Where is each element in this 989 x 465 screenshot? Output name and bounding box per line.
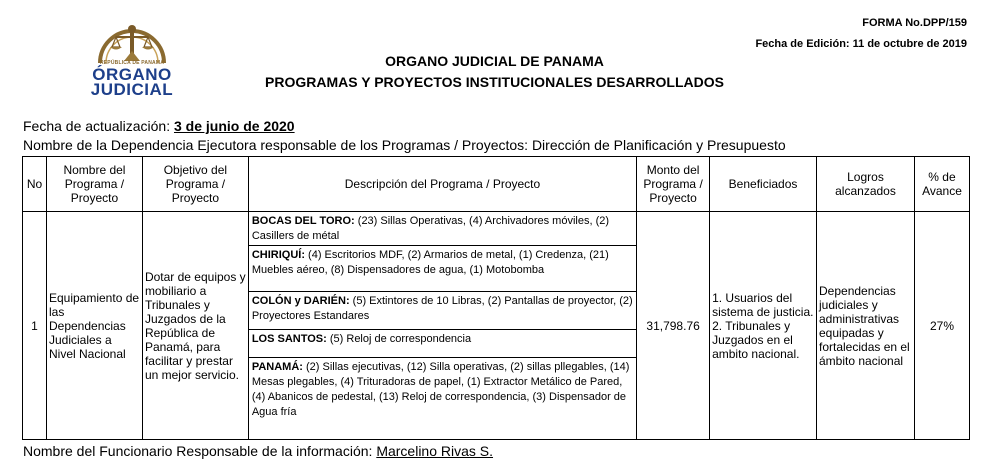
cell-avance: 27% [914,212,969,440]
page-title: ORGANO JUDICIAL DE PANAMA [385,53,604,69]
cell-beneficiados: 1. Usuarios del sistema de justicia. 2. Tribunales y Juzgados en el ambito nacional. [710,212,817,440]
update-date-label: Fecha de actualización: [23,118,171,134]
responsible-name: Marcelino Rivas S. [376,443,494,459]
responsible-official [23,443,493,459]
logo-republica-text: REPÚBLICA DE PANAMÁ [99,60,165,66]
desc-bocas-text: (23) Sillas Operativas, (4) Archivadores móviles, (2) Casillers de métal [251,215,610,242]
logo-judicial-text: JUDICIAL [90,80,174,99]
update-date-value: 3 de junio de 2020 [173,118,295,134]
desc-chiriqui-text: (4) Escritorios MDF, (2) Armarios de metal, (1) Credenza, (21) Muebles aéreo, (8) Dispensadores de agua, (1) Motobomba [251,249,609,276]
cell-monto: 31,798.76 [637,212,710,440]
desc-colon-darien [249,292,636,330]
logo-organo-text: ÓRGANO [92,65,172,84]
desc-colon-text: (5) Extintores de 10 Libras, (2) Pantallas de proyector, (2) Proyectores Estandares [251,295,633,322]
header-descripcion: Descripción del Programa / Proyecto [248,157,636,212]
dependency-name: Nombre de la Dependencia Ejecutora responsable de los Programas / Proyectos: Dirección de Planificación y Presupuesto [23,137,786,153]
responsible-label: Nombre del Funcionario Responsable de la información: [23,443,373,459]
cell-objetivo: Dotar de equipos y mobiliario a Tribunales y Juzgados de la República de Panamá, para facilitar y prestar un mejor servicio. [142,212,248,440]
header-beneficiados: Beneficiados [710,157,817,212]
header-no: No [23,157,47,212]
cell-no: 1 [23,212,47,440]
desc-los-santos [249,330,636,358]
table-header-row [23,157,970,212]
header-monto: Monto del Programa / Proyecto [637,157,710,212]
header-logros: Logros alcanzados [817,157,915,212]
desc-bocas-place: BOCAS DEL TORO: [251,215,355,227]
edition-date-value: 11 de octubre de 2019 [852,38,967,50]
edition-date [755,38,967,50]
header-objetivo: Objetivo del Programa / Proyecto [142,157,248,212]
desc-chiriqui-place: CHIRIQUÍ: [251,249,305,261]
desc-panama [249,358,636,439]
desc-santos-text: (5) Reloj de correspondencia [326,333,472,345]
desc-colon-place: COLÓN y DARIÉN: [251,295,350,307]
header-nombre: Nombre del Programa / Proyecto [46,157,142,212]
edition-date-label: Fecha de Edición: [755,38,850,50]
form-number: FORMA No.DPP/159 [862,17,967,29]
desc-chiriqui [249,246,636,292]
header-avance: % de Avance [914,157,969,212]
desc-bocas [249,212,636,246]
cell-nombre: Equipamiento de las Dependencias Judiciales a Nivel Nacional [46,212,142,440]
page-subtitle: PROGRAMAS Y PROYECTOS INSTITUCIONALES DESARROLLADOS [265,74,724,90]
desc-santos-place: LOS SANTOS: [251,333,327,345]
update-date [23,118,295,134]
desc-panama-text: (2) Sillas ejecutivas, (12) Silla operativas, (2) sillas pllegables, (14) Mesas plegables, (4) Trituradoras de papel, (1) Extractor Metálico de Pared, (4) Abanicos de pedestal, (13) Reloj de correspondencia, (3) Dispensador de Agua fría [251,361,630,418]
table-row [23,212,970,440]
desc-panama-place: PANAMÁ: [251,361,303,373]
programs-table [22,156,970,440]
cell-logros: Dependencias judiciales y administrativas equipadas y fortalecidas en el ámbito nacional [817,212,915,440]
cell-descripcion [248,212,636,440]
